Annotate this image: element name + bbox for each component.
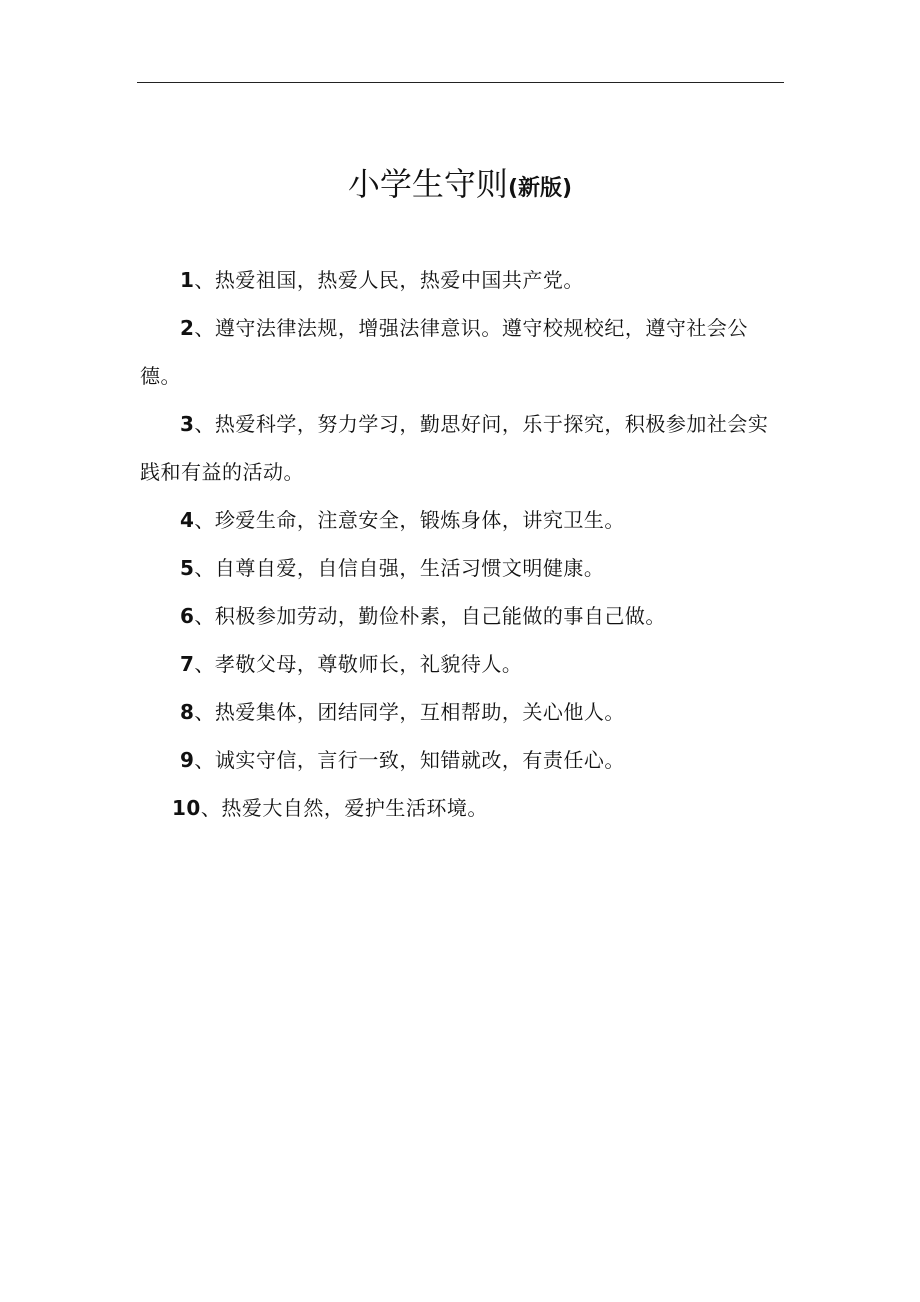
rule-number: 8 xyxy=(180,700,195,724)
rule-item-9 xyxy=(140,736,788,784)
rule-number: 9 xyxy=(180,748,195,772)
rule-text: 、自尊自爱，自信自强，生活习惯文明健康。 xyxy=(194,556,605,580)
header-rule xyxy=(137,82,784,83)
rule-text: 、积极参加劳动，勤俭朴素，自己能做的事自己做。 xyxy=(194,604,666,628)
rule-number: 1 xyxy=(180,268,195,292)
rule-item-3 xyxy=(140,400,788,496)
rule-item-6 xyxy=(140,592,788,640)
rule-item-2 xyxy=(140,304,788,400)
title-main: 小学生守则 xyxy=(347,165,508,203)
rule-item-7 xyxy=(140,640,788,688)
rule-number: 10 xyxy=(172,796,201,820)
rule-item-5 xyxy=(140,544,788,592)
rule-text: 、诚实守信，言行一致，知错就改，有责任心。 xyxy=(194,748,625,772)
rule-number: 2 xyxy=(180,316,195,340)
rule-text: 、热爱集体，团结同学，互相帮助，关心他人。 xyxy=(194,700,625,724)
rule-item-1 xyxy=(140,256,788,304)
page-title xyxy=(0,162,920,212)
rule-number: 3 xyxy=(180,412,195,436)
rule-text: 、热爱祖国，热爱人民，热爱中国共产党。 xyxy=(194,268,584,292)
rules-list xyxy=(140,256,788,832)
rule-item-8 xyxy=(140,688,788,736)
rule-number: 6 xyxy=(180,604,195,628)
rule-number: 5 xyxy=(180,556,195,580)
rule-text: 、孝敬父母，尊敬师长，礼貌待人。 xyxy=(194,652,523,676)
rule-text: 、珍爱生命，注意安全，锻炼身体，讲究卫生。 xyxy=(194,508,625,532)
title-suffix: (新版) xyxy=(507,176,573,201)
rule-text: 、热爱大自然，爱护生活环境。 xyxy=(200,796,488,820)
rule-item-4 xyxy=(140,496,788,544)
rule-item-10 xyxy=(140,784,788,832)
rule-number: 4 xyxy=(180,508,195,532)
rule-text: 、遵守法律法规，增强法律意识。遵守校规校纪，遵守社会公德。 xyxy=(140,316,748,388)
rule-text: 、热爱科学，努力学习，勤思好问，乐于探究，积极参加社会实践和有益的活动。 xyxy=(140,412,769,484)
rule-number: 7 xyxy=(180,652,195,676)
